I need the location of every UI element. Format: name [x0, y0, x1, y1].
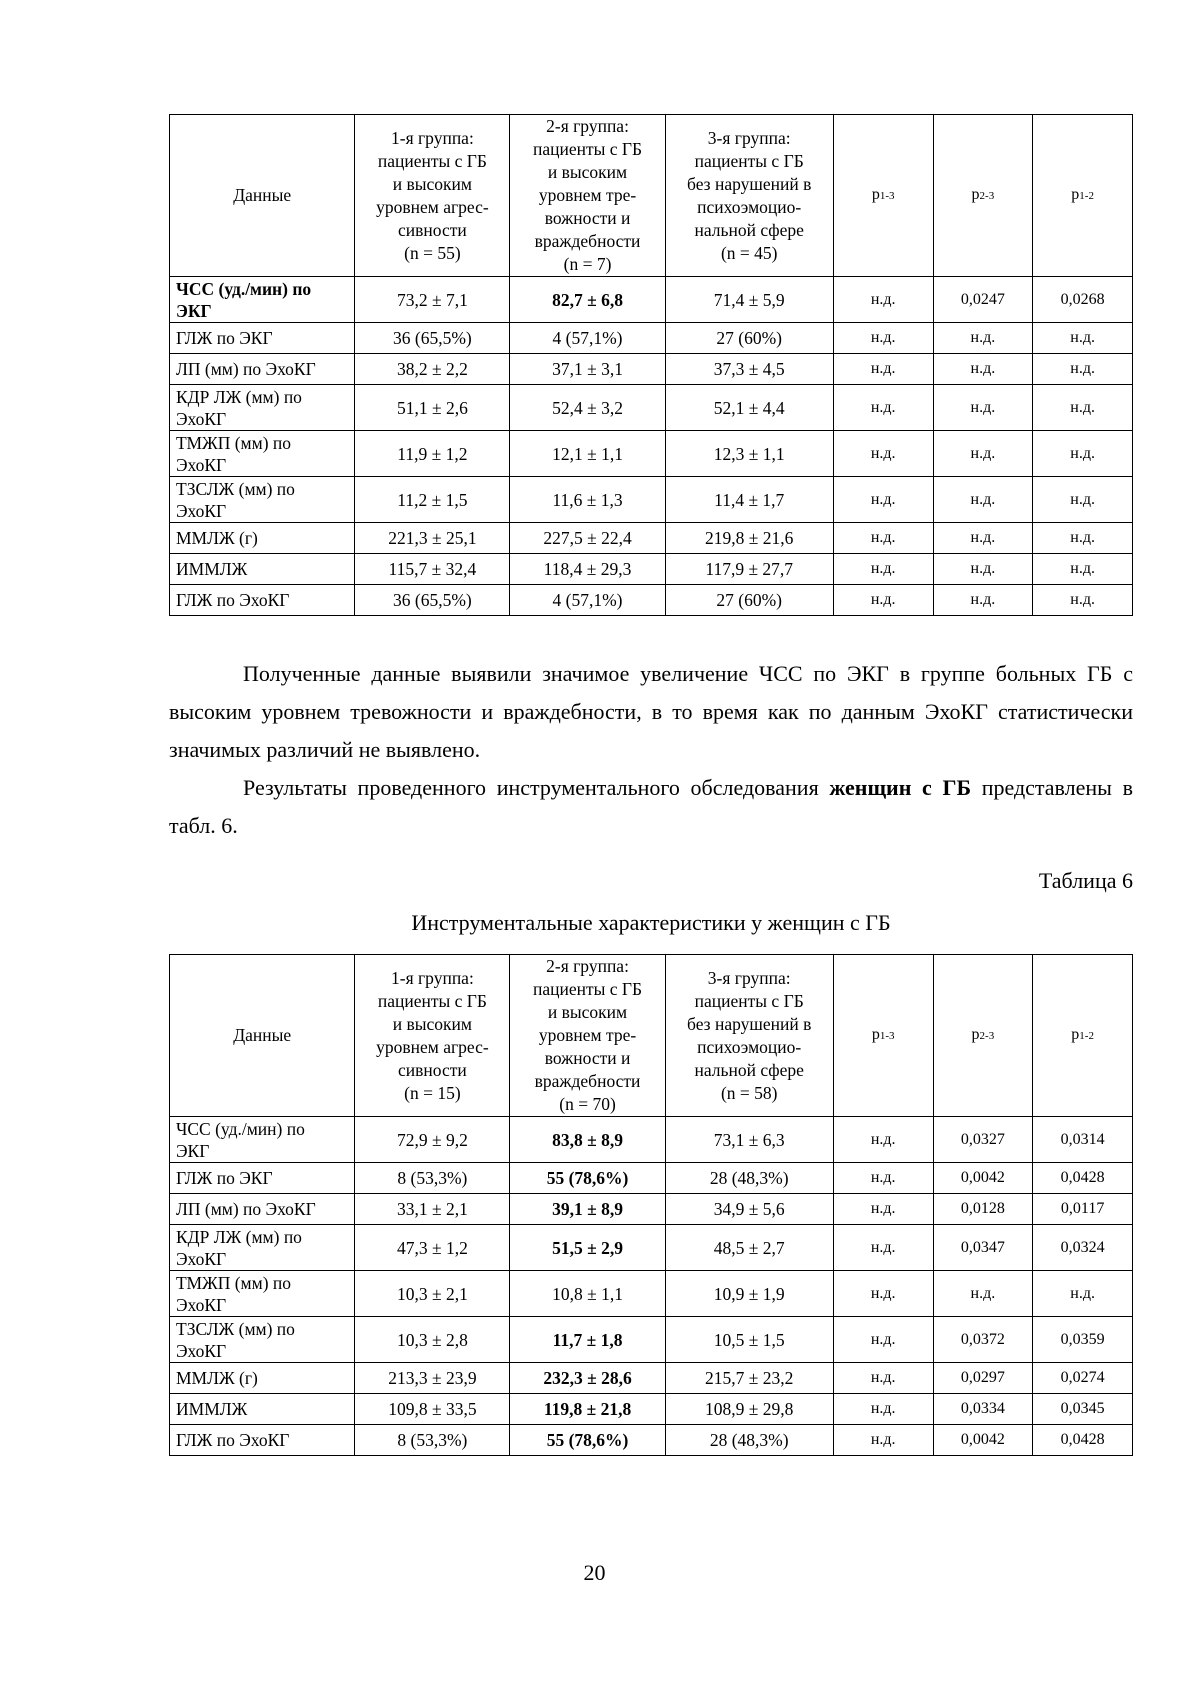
row-label: [170, 323, 355, 354]
header-group-3: [665, 115, 833, 277]
cell-g1: 72,9 ± 9,2: [355, 1117, 510, 1163]
row-label-line: КДР ЛЖ (мм) по: [176, 386, 302, 407]
cell-g3: 12,3 ± 1,1: [665, 431, 833, 477]
cell-g2: 55 (78,6%): [510, 1163, 665, 1194]
table-row: [170, 585, 1133, 616]
cell-p13: н.д.: [833, 1117, 933, 1163]
header-group-2: [510, 115, 665, 277]
header-line: и высоким: [392, 1013, 473, 1034]
cell-g2: 51,5 ± 2,9: [510, 1225, 665, 1271]
table-row: [170, 323, 1133, 354]
table-row: [170, 1194, 1133, 1225]
header-line: нальной сфере: [694, 219, 804, 240]
cell-p13: н.д.: [833, 277, 933, 323]
paragraph-results-2: [169, 769, 1133, 845]
row-label: [170, 1394, 355, 1425]
cell-g2: 119,8 ± 21,8: [510, 1394, 665, 1425]
cell-g3: 27 (60%): [665, 323, 833, 354]
cell-p23: н.д.: [933, 385, 1033, 431]
table-caption-title: Инструментальные характеристики у женщин с ГБ: [411, 910, 891, 935]
header-line: (n = 58): [720, 1082, 778, 1103]
row-label: [170, 1425, 355, 1456]
cell-g1: 36 (65,5%): [355, 323, 510, 354]
row-label: [170, 477, 355, 523]
header-line: сивности: [398, 219, 467, 240]
cell-p23: 0,0247: [933, 277, 1033, 323]
cell-g1: 115,7 ± 32,4: [355, 554, 510, 585]
cell-p12: н.д.: [1033, 431, 1133, 477]
header-line: пациенты с ГБ: [377, 990, 487, 1011]
header-line: враждебности: [534, 1071, 641, 1091]
cell-p13: н.д.: [833, 1425, 933, 1456]
table-row: [170, 431, 1133, 477]
cell-p12: 0,0359: [1033, 1317, 1133, 1363]
row-label-line: ТЗСЛЖ (мм) по: [176, 478, 295, 499]
header-line: психоэмоцио-: [697, 1036, 802, 1057]
cell-g2: 55 (78,6%): [510, 1425, 665, 1456]
cell-p12: 0,0117: [1033, 1194, 1133, 1225]
cell-g2: 82,7 ± 6,8: [510, 277, 665, 323]
p-letter: р: [1071, 1026, 1080, 1043]
cell-p12: н.д.: [1033, 385, 1133, 431]
header-line: уровнем агрес-: [376, 1036, 489, 1057]
row-label: [170, 523, 355, 554]
cell-p12: 0,0324: [1033, 1225, 1133, 1271]
row-label-line: ЭКГ: [176, 1140, 210, 1161]
cell-p23: 0,0327: [933, 1117, 1033, 1163]
row-label: [170, 354, 355, 385]
row-label-line: ИММЛЖ: [176, 559, 248, 579]
header-p13: [833, 955, 933, 1117]
header-line: пациенты с ГБ: [532, 979, 643, 999]
p-subscript: 1-3: [879, 1030, 895, 1042]
row-label: [170, 585, 355, 616]
cell-g3: 48,5 ± 2,7: [665, 1225, 833, 1271]
header-p23: [933, 955, 1033, 1117]
header-line: 3-я группа:: [707, 127, 791, 148]
row-label-line: ЭхоКГ: [176, 1248, 227, 1269]
row-label-line: ЛП (мм) по ЭхоКГ: [176, 1199, 316, 1219]
cell-p23: н.д.: [933, 585, 1033, 616]
cell-g1: 73,2 ± 7,1: [355, 277, 510, 323]
row-label: [170, 1363, 355, 1394]
header-line: без нарушений в: [687, 1013, 812, 1034]
row-label-line: ЛП (мм) по ЭхоКГ: [176, 359, 316, 379]
cell-g2: 4 (57,1%): [510, 323, 665, 354]
header-line: и высоким: [547, 1002, 628, 1022]
row-label-line: ТМЖП (мм) по: [176, 1272, 292, 1293]
table-row: [170, 277, 1133, 323]
cell-p12: н.д.: [1033, 523, 1133, 554]
cell-g3: 117,9 ± 27,7: [665, 554, 833, 585]
cell-g2: 118,4 ± 29,3: [510, 554, 665, 585]
header-p12: [1033, 955, 1133, 1117]
cell-p13: н.д.: [833, 1163, 933, 1194]
table-row: [170, 554, 1133, 585]
p-letter: р: [971, 186, 980, 203]
cell-g1: 38,2 ± 2,2: [355, 354, 510, 385]
header-line: и высоким: [392, 173, 473, 194]
cell-g2: 11,6 ± 1,3: [510, 477, 665, 523]
p-letter: р: [871, 186, 880, 203]
header-group-1: [355, 955, 510, 1117]
cell-g3: 10,5 ± 1,5: [665, 1317, 833, 1363]
row-label: [170, 1163, 355, 1194]
header-line: без нарушений в: [687, 173, 812, 194]
row-label: [170, 554, 355, 585]
header-line: 2-я группа:: [546, 116, 629, 136]
header-group-2: [510, 955, 665, 1117]
cell-g3: 219,8 ± 21,6: [665, 523, 833, 554]
header-line: пациенты с ГБ: [694, 150, 804, 171]
cell-p13: н.д.: [833, 385, 933, 431]
cell-g1: 11,9 ± 1,2: [355, 431, 510, 477]
cell-p13: н.д.: [833, 554, 933, 585]
header-group-3: [665, 955, 833, 1117]
table-row: [170, 1363, 1133, 1394]
cell-g2: 227,5 ± 22,4: [510, 523, 665, 554]
row-label-line: ГЛЖ по ЭКГ: [176, 328, 273, 348]
cell-p23: н.д.: [933, 323, 1033, 354]
header-line: 2-я группа:: [546, 956, 629, 976]
table-row: [170, 1117, 1133, 1163]
table-1: [169, 114, 1133, 616]
cell-g2: 12,1 ± 1,1: [510, 431, 665, 477]
cell-g1: 213,3 ± 23,9: [355, 1363, 510, 1394]
row-label-line: КДР ЛЖ (мм) по: [176, 1226, 302, 1247]
cell-p13: н.д.: [833, 323, 933, 354]
header-line: вожности и: [544, 1048, 631, 1068]
cell-g2: 232,3 ± 28,6: [510, 1363, 665, 1394]
cell-p12: 0,0428: [1033, 1425, 1133, 1456]
header-line: (n = 70): [559, 1094, 616, 1114]
cell-g3: 28 (48,3%): [665, 1163, 833, 1194]
table-header-row: [170, 955, 1133, 1117]
header-line: и высоким: [547, 162, 628, 182]
paragraph-2-text-before: Результаты проведенного инструментального обследования: [243, 775, 830, 800]
header-line: уровнем тре-: [538, 185, 637, 205]
cell-g2: 83,8 ± 8,9: [510, 1117, 665, 1163]
table-caption-label: Таблица 6: [1038, 868, 1133, 893]
row-label-line: ЭхоКГ: [176, 454, 227, 475]
header-p13: [833, 115, 933, 277]
header-line: пациенты с ГБ: [377, 150, 487, 171]
paragraph-2-text-bold: женщин с ГБ: [829, 775, 972, 800]
cell-g2: 39,1 ± 8,9: [510, 1194, 665, 1225]
header-line: пациенты с ГБ: [694, 990, 804, 1011]
cell-p12: 0,0268: [1033, 277, 1133, 323]
cell-g1: 47,3 ± 1,2: [355, 1225, 510, 1271]
cell-g1: 8 (53,3%): [355, 1425, 510, 1456]
cell-p12: 0,0345: [1033, 1394, 1133, 1425]
cell-p12: н.д.: [1033, 477, 1133, 523]
table-row: [170, 1425, 1133, 1456]
table-row: [170, 1394, 1133, 1425]
cell-p13: н.д.: [833, 523, 933, 554]
cell-p13: н.д.: [833, 354, 933, 385]
row-label: [170, 1317, 355, 1363]
row-label-line: ЧСС (уд./мин) по: [176, 1118, 305, 1139]
cell-p23: 0,0347: [933, 1225, 1033, 1271]
table-row: [170, 477, 1133, 523]
row-label: [170, 1194, 355, 1225]
p-subscript: 1-3: [879, 190, 895, 202]
cell-p23: 0,0297: [933, 1363, 1033, 1394]
cell-p23: 0,0042: [933, 1425, 1033, 1456]
p-letter: р: [871, 1026, 880, 1043]
cell-g1: 51,1 ± 2,6: [355, 385, 510, 431]
cell-p13: н.д.: [833, 585, 933, 616]
cell-g1: 11,2 ± 1,5: [355, 477, 510, 523]
cell-p23: н.д.: [933, 554, 1033, 585]
cell-g1: 10,3 ± 2,8: [355, 1317, 510, 1363]
p-subscript: 1-2: [1079, 190, 1094, 202]
row-label-line: ЭхоКГ: [176, 1294, 227, 1315]
header-line: уровнем тре-: [538, 1025, 637, 1045]
cell-g3: 71,4 ± 5,9: [665, 277, 833, 323]
header-line: (n = 55): [404, 242, 461, 263]
cell-p12: 0,0428: [1033, 1163, 1133, 1194]
paragraph-2-text-after: представлены в табл. 6.: [169, 775, 1133, 838]
cell-p23: 0,0042: [933, 1163, 1033, 1194]
cell-g3: 108,9 ± 29,8: [665, 1394, 833, 1425]
cell-p13: н.д.: [833, 1394, 933, 1425]
row-label-line: ГЛЖ по ЭКГ: [176, 1168, 273, 1188]
cell-g3: 215,7 ± 23,2: [665, 1363, 833, 1394]
cell-p23: 0,0372: [933, 1317, 1033, 1363]
cell-g1: 8 (53,3%): [355, 1163, 510, 1194]
p-subscript: 2-3: [979, 190, 995, 202]
cell-p12: н.д.: [1033, 323, 1133, 354]
cell-p23: н.д.: [933, 523, 1033, 554]
header-line: пациенты с ГБ: [532, 139, 643, 159]
cell-p13: н.д.: [833, 1363, 933, 1394]
row-label-line: ЭКГ: [176, 300, 212, 321]
cell-p23: н.д.: [933, 477, 1033, 523]
cell-g3: 27 (60%): [665, 585, 833, 616]
cell-p23: 0,0334: [933, 1394, 1033, 1425]
header-line: сивности: [398, 1059, 467, 1080]
table-row: [170, 1163, 1133, 1194]
header-line: психоэмоцио-: [697, 196, 802, 217]
cell-p13: н.д.: [833, 1271, 933, 1317]
cell-g3: 73,1 ± 6,3: [665, 1117, 833, 1163]
header-p23: [933, 115, 1033, 277]
cell-g3: 11,4 ± 1,7: [665, 477, 833, 523]
row-label-line: ЭхоКГ: [176, 408, 227, 429]
row-label: [170, 385, 355, 431]
cell-g2: 37,1 ± 3,1: [510, 354, 665, 385]
table-header-row: [170, 115, 1133, 277]
cell-g1: 10,3 ± 2,1: [355, 1271, 510, 1317]
cell-p12: н.д.: [1033, 554, 1133, 585]
cell-g1: 33,1 ± 2,1: [355, 1194, 510, 1225]
cell-p12: 0,0274: [1033, 1363, 1133, 1394]
row-label-line: ИММЛЖ: [176, 1399, 248, 1419]
paragraph-1-text: Полученные данные выявили значимое увеличение ЧСС по ЭКГ в группе больных ГБ с высоким уровнем тревожности и враждебности, в то время как по данным ЭхоКГ статистически значимых различий не выявлено.: [169, 661, 1133, 762]
cell-g3: 52,1 ± 4,4: [665, 385, 833, 431]
cell-g2: 10,8 ± 1,1: [510, 1271, 665, 1317]
cell-p13: н.д.: [833, 431, 933, 477]
p-subscript: 2-3: [979, 1030, 995, 1042]
cell-p12: н.д.: [1033, 1271, 1133, 1317]
p-letter: р: [1071, 186, 1080, 203]
header-line: 1-я группа:: [391, 967, 474, 988]
header-data: Данные: [170, 955, 355, 1117]
row-label-line: ГЛЖ по ЭхоКГ: [176, 590, 290, 610]
p-subscript: 1-2: [1079, 1030, 1094, 1042]
row-label: [170, 1225, 355, 1271]
cell-p12: н.д.: [1033, 585, 1133, 616]
cell-p23: н.д.: [933, 431, 1033, 477]
cell-p13: н.д.: [833, 477, 933, 523]
cell-g3: 34,9 ± 5,6: [665, 1194, 833, 1225]
row-label: [170, 277, 355, 323]
header-line: (n = 15): [404, 1082, 461, 1103]
row-label-line: ЭхоКГ: [176, 1340, 227, 1361]
header-data: Данные: [170, 115, 355, 277]
table-row: [170, 523, 1133, 554]
cell-p12: н.д.: [1033, 354, 1133, 385]
cell-g3: 28 (48,3%): [665, 1425, 833, 1456]
row-label: [170, 1271, 355, 1317]
cell-g1: 36 (65,5%): [355, 585, 510, 616]
table-row: [170, 1225, 1133, 1271]
cell-p13: н.д.: [833, 1225, 933, 1271]
table-row: [170, 354, 1133, 385]
cell-g2: 4 (57,1%): [510, 585, 665, 616]
row-label-line: ТЗСЛЖ (мм) по: [176, 1318, 295, 1339]
p-letter: р: [971, 1026, 980, 1043]
table-row: [170, 385, 1133, 431]
cell-g1: 109,8 ± 33,5: [355, 1394, 510, 1425]
cell-p13: н.д.: [833, 1317, 933, 1363]
row-label: [170, 1117, 355, 1163]
header-line: уровнем агрес-: [376, 196, 489, 217]
cell-g3: 37,3 ± 4,5: [665, 354, 833, 385]
table-row: [170, 1317, 1133, 1363]
row-label-line: ТМЖП (мм) по: [176, 432, 292, 453]
page-number: 20: [583, 1560, 606, 1585]
cell-g2: 11,7 ± 1,8: [510, 1317, 665, 1363]
paragraph-results-1: [169, 655, 1133, 769]
cell-g2: 52,4 ± 3,2: [510, 385, 665, 431]
row-label-line: ММЛЖ (г): [176, 1368, 258, 1388]
row-label-line: ЭхоКГ: [176, 500, 227, 521]
header-line: враждебности: [534, 231, 641, 251]
header-line: 1-я группа:: [391, 127, 474, 148]
row-label-line: ГЛЖ по ЭхоКГ: [176, 1430, 290, 1450]
cell-p23: н.д.: [933, 354, 1033, 385]
cell-g3: 10,9 ± 1,9: [665, 1271, 833, 1317]
table-row: [170, 1271, 1133, 1317]
table-2: [169, 954, 1133, 1456]
header-p12: [1033, 115, 1133, 277]
cell-p23: н.д.: [933, 1271, 1033, 1317]
row-label: [170, 431, 355, 477]
cell-p23: 0,0128: [933, 1194, 1033, 1225]
header-line: 3-я группа:: [707, 967, 791, 988]
cell-p12: 0,0314: [1033, 1117, 1133, 1163]
header-line: (n = 7): [563, 254, 612, 274]
header-line: нальной сфере: [694, 1059, 804, 1080]
cell-g1: 221,3 ± 25,1: [355, 523, 510, 554]
row-label-line: ММЛЖ (г): [176, 528, 258, 548]
cell-p13: н.д.: [833, 1194, 933, 1225]
row-label-line: ЧСС (уд./мин) по: [176, 278, 312, 299]
header-line: вожности и: [544, 208, 631, 228]
header-group-1: [355, 115, 510, 277]
header-line: (n = 45): [720, 242, 778, 263]
